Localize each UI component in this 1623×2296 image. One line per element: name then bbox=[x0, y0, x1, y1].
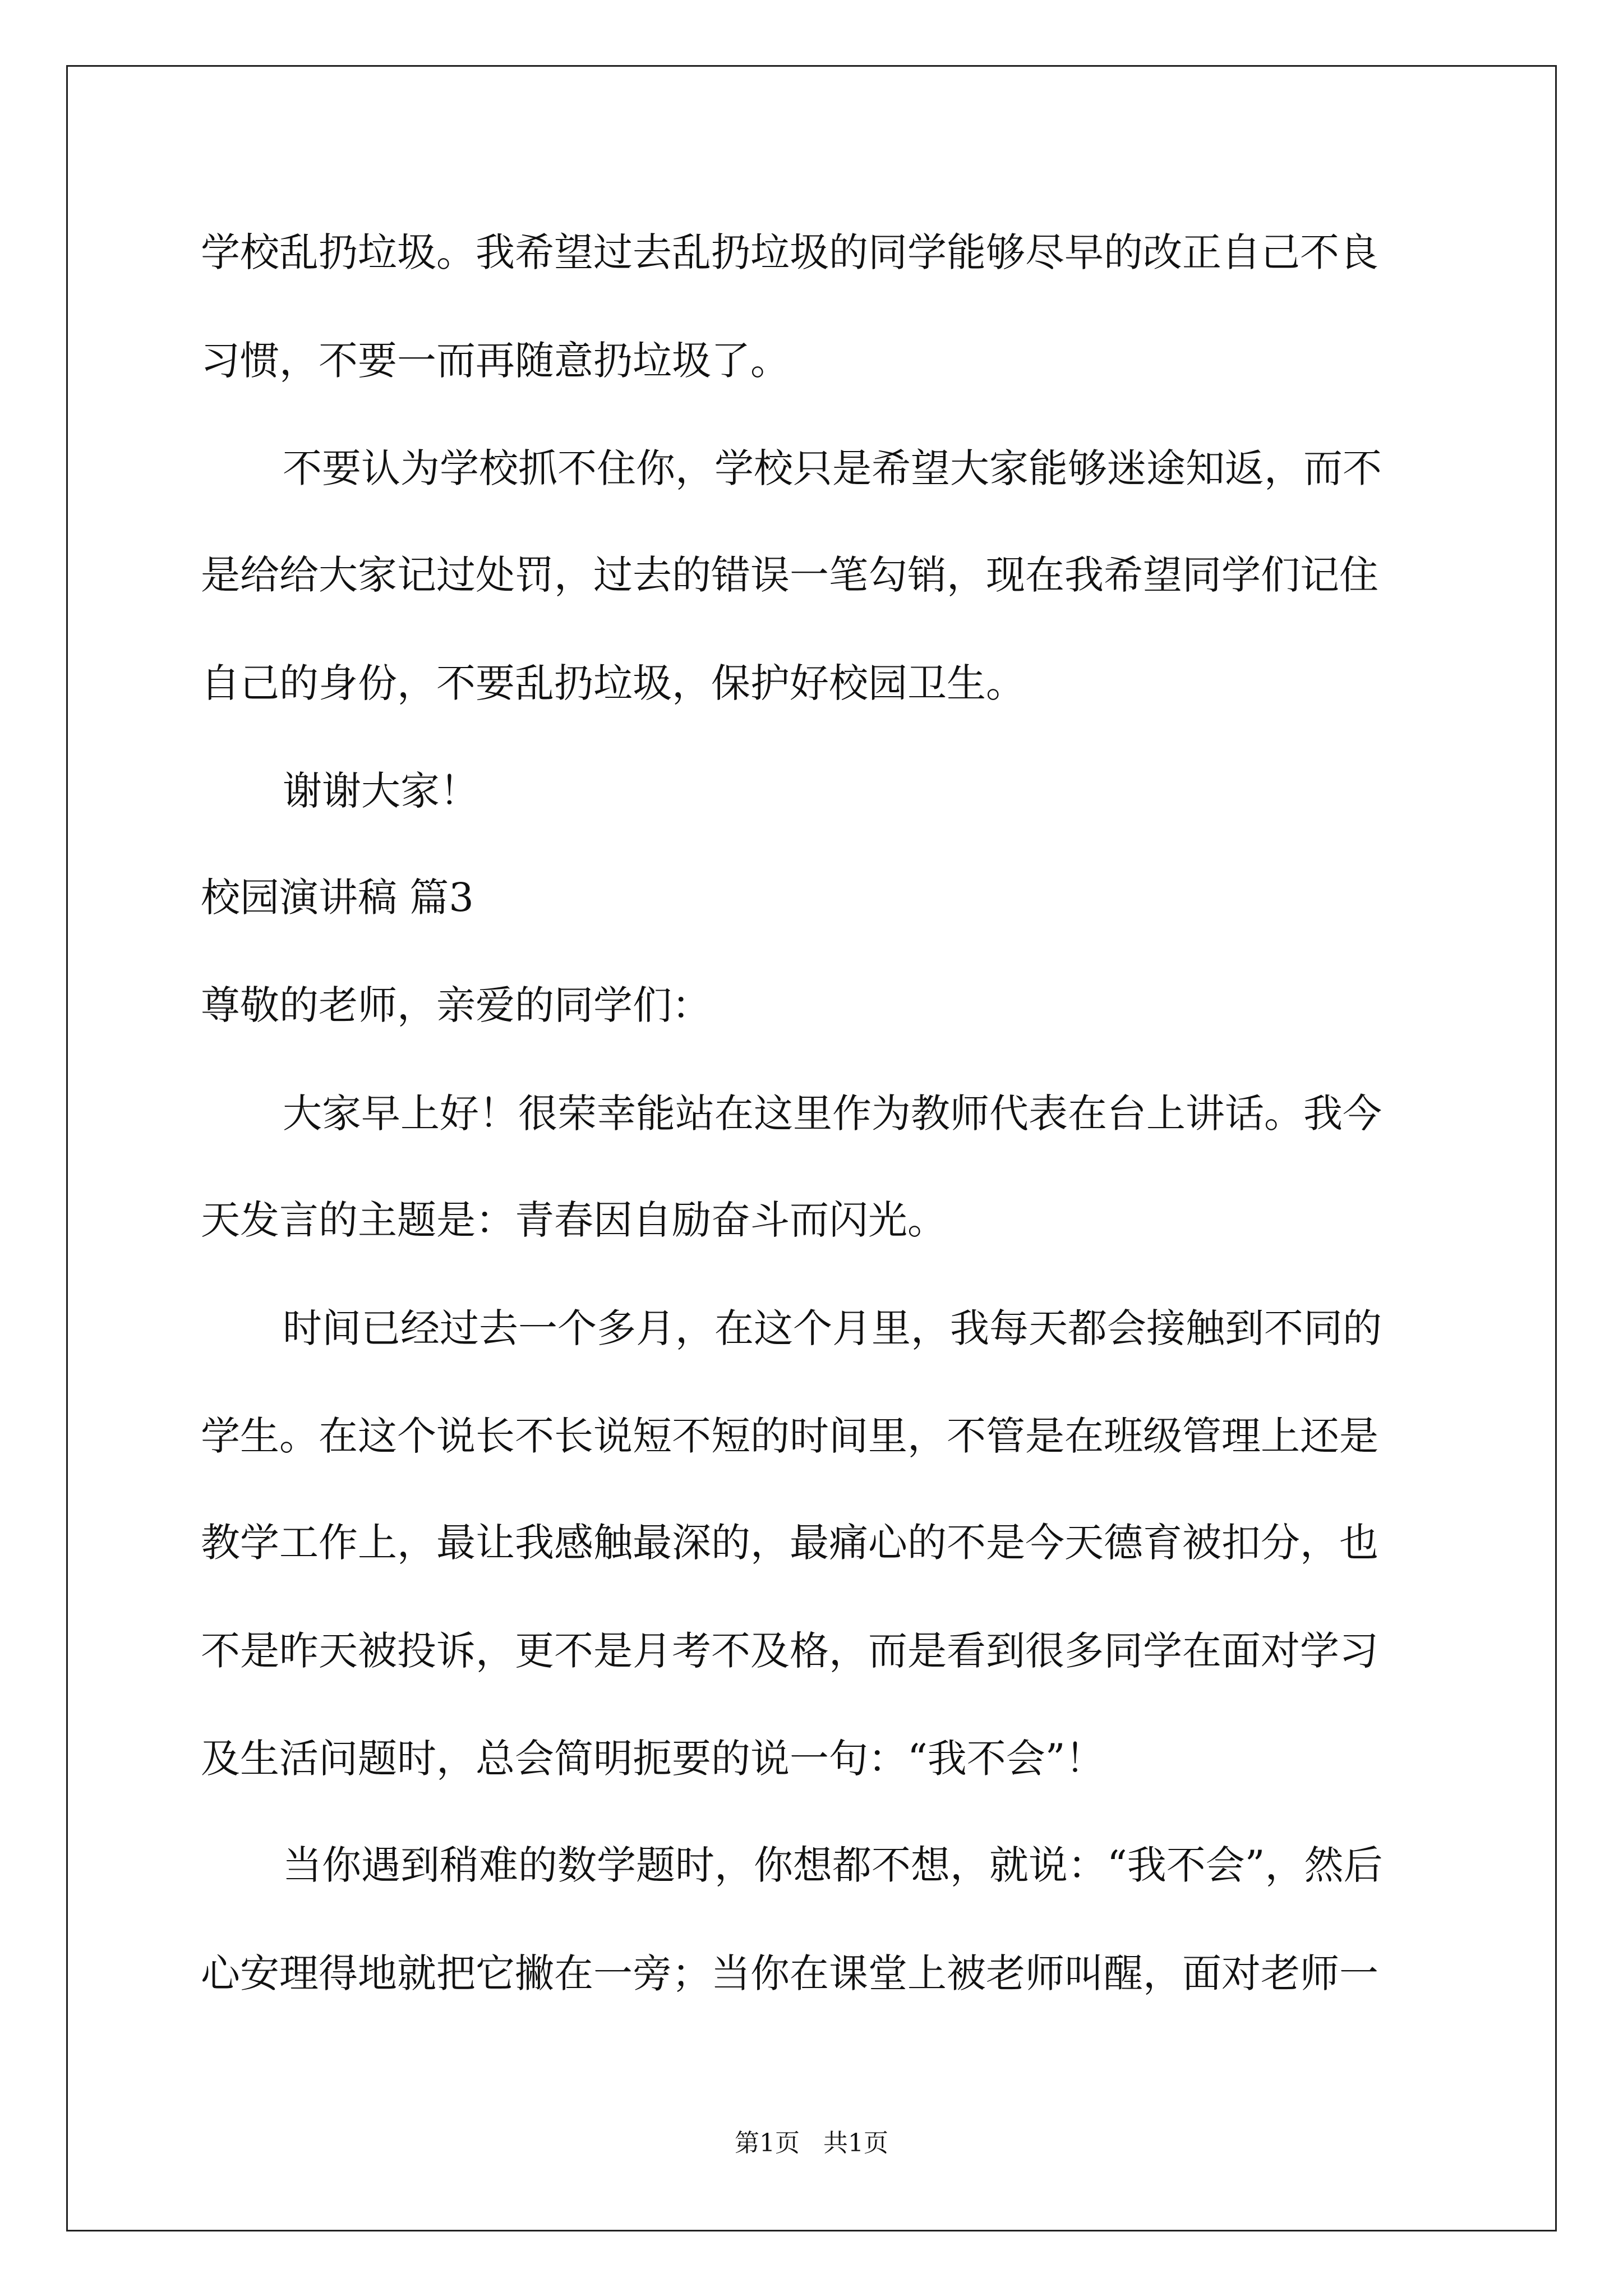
text-line: 当你遇到稍难的数学题时，你想都不想，就说：“我不会”，然后 bbox=[283, 1842, 1383, 1888]
text-line: 教学工作上，最让我感触最深的，最痛心的不是今天德育被扣分，也 bbox=[201, 1520, 1378, 1566]
text-line: 不要认为学校抓不住你，学校只是希望大家能够迷途知返，而不 bbox=[283, 445, 1382, 491]
text-line: 学校乱扔垃圾。我希望过去乱扔垃圾的同学能够尽早的改正自己不良 bbox=[201, 229, 1378, 275]
text-line: 天发言的主题是：青春因自励奋斗而闪光。 bbox=[201, 1197, 947, 1243]
page-border bbox=[66, 65, 1557, 2231]
text-line: 大家早上好！很荣幸能站在这里作为教师代表在台上讲话。我今 bbox=[283, 1091, 1382, 1137]
text-line: 自己的身份，不要乱扔垃圾，保护好校园卫生。 bbox=[201, 660, 1025, 706]
salutation: 尊敬的老师，亲爱的同学们： bbox=[201, 982, 711, 1028]
text-line: 谢谢大家！ bbox=[283, 768, 479, 814]
text-line: 及生活问题时，总会简明扼要的说一句：“我不会”！ bbox=[201, 1736, 1105, 1782]
text-line: 是给给大家记过处罚，过去的错误一笔勾销，现在我希望同学们记住 bbox=[201, 552, 1378, 598]
text-line: 时间已经过去一个多月，在这个月里，我每天都会接触到不同的 bbox=[283, 1305, 1382, 1351]
section-heading: 校园演讲稿 篇3 bbox=[201, 875, 474, 921]
page-footer: 第1页 共1页 bbox=[735, 2129, 888, 2157]
text-line: 不是昨天被投诉，更不是月考不及格，而是看到很多同学在面对学习 bbox=[201, 1628, 1378, 1674]
text-line: 学生。在这个说长不长说短不短的时间里，不管是在班级管理上还是 bbox=[201, 1413, 1378, 1459]
text-line: 心安理得地就把它撇在一旁；当你在课堂上被老师叫醒，面对老师一 bbox=[201, 1950, 1378, 1996]
text-line: 习惯，不要一而再随意扔垃圾了。 bbox=[201, 338, 790, 384]
